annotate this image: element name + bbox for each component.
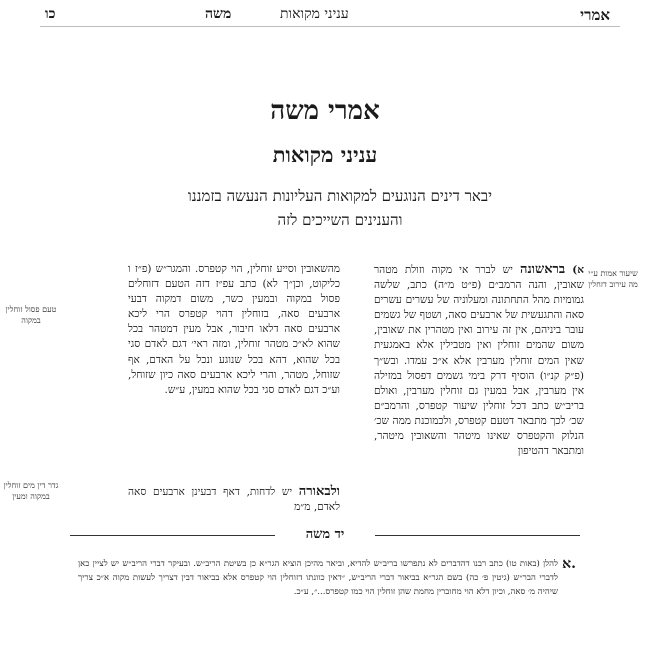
- footnote-text: להלן (באות טו) כתב רבנו דהדברים לא נתפרשו בריב״ש להדיא, וביאר מהיכן הוציא הגר״א כן בשיטת הריב״ש. ובעיקר דברי הריב״ש יש לציין כאן לדברי הבר״ש (גיטין פ׳ כה) בשם הגר״א בביאור דברי הריב״ש, ״דאין כוונתו דזוחלין הוי קטפרס אלא בביאור דבין דצריך לעשות מקוה א״כ צריך שיהיה מ׳ סאה, וכיון דלא הוי מחוברין מחמת שהן זוחלין הוי כמו קטפרס...״, ע״כ.: [78, 559, 558, 597]
- right-column: [374, 262, 584, 459]
- intro-text: [130, 184, 550, 232]
- side-note-left-1: טעם פסול זוחלין במקוה: [5, 305, 57, 325]
- left-column-2-text: יש לדחות, דאף דבעינן ארבעים סאה לאדם, מ״מ: [128, 486, 340, 514]
- paragraph-lead-word-2: ולבאורה: [298, 484, 340, 499]
- paragraph-lead-word: בראשונה: [519, 262, 566, 277]
- side-note-right: שיעור אמות ע״י מה עירוב דזחלין: [588, 269, 638, 289]
- left-column-text: מהשאובין וסייע זוחלין, הוי קטפרס. והמגר״ש (פ״ז ו כליקוט, וכן״ך לא) כתב עפ״ז דזה הטעם דזוחלים פסול במקוה ובמעין כשר, משום דמקוה דבעי ארבעים סאה, בזוחלין דהוי קטפרס הרי ליכא ארבעים סאה דלאו חיבור, אבל מעין דמטהר בכל שהוא לא״כ מטהר זוחלין, ומזה ראי׳ דגם לאדם סגי בכל שהוא, דהא בכל שנוגע ונכל על האדם, אף שזוחל, מטהר, והרי ליכא ארבעים סאה כיון שזוחל, וע״כ דגם לאדם סגי בכל שהוא במעין, ע״ש.: [128, 263, 340, 396]
- footnote-marker: א.: [562, 556, 576, 572]
- running-head-book: משה: [205, 6, 232, 22]
- page-title: אמרי משה: [270, 96, 380, 126]
- left-column-paragraph-2: [128, 484, 340, 515]
- intro-line-2: והענינים השייכים לזה: [277, 211, 403, 229]
- right-column-text: יש לברר אי מקוה וזולת מטהר שאובין, והנה הרמב״ם (פ״ט מ״ה) כתב, שלשה גמומיות מהל התחתונה ומעלוניה של עשרים עשרים סאה והתגעשית של ארבעים סאה, ושטף של גשמים עובר ביניהם, אין זה עירוב ואין מטהרין את שאובין, משום שהמים זוחלין ואין מטבילין אלא באמגעית שאין המים זוחלין מערבין אלא א״כ עמדו. ובש״ך (פ״ק קנ״ו) הוסיף דרק בימי גשמים דפסול במזילה אין מערבין, אבל במעין גם זוחלין מערבין, ואולם בריב״ש כתב דכל זוחלין שיעור קטפרס, והרמב״ם שכ׳ לכך מתבאר דטעם קטפרס, ולכמוכנת ממה שכ׳ הנלוק והקטפרס שאינו מיטהר והשאובין מיטהר, ומתבאר דהטיפון: [374, 264, 584, 458]
- left-column: [128, 262, 340, 398]
- running-head-subtitle: עניני מקואות: [280, 6, 349, 22]
- page-number: כו: [45, 6, 56, 22]
- intro-line-1: יבאר דינים הנוגעים למקואות העליונות הנעשה בזמננו: [187, 187, 493, 205]
- page-subtitle: עניני מקואות: [272, 142, 378, 167]
- paragraph-marker: א): [572, 264, 585, 276]
- section-heading: יד משה: [275, 526, 375, 542]
- running-head: [40, 4, 620, 27]
- side-note-left-2: גדר דין מים זוחלין במקוה ומעין: [3, 481, 59, 501]
- running-head-title: אמרי: [580, 6, 610, 24]
